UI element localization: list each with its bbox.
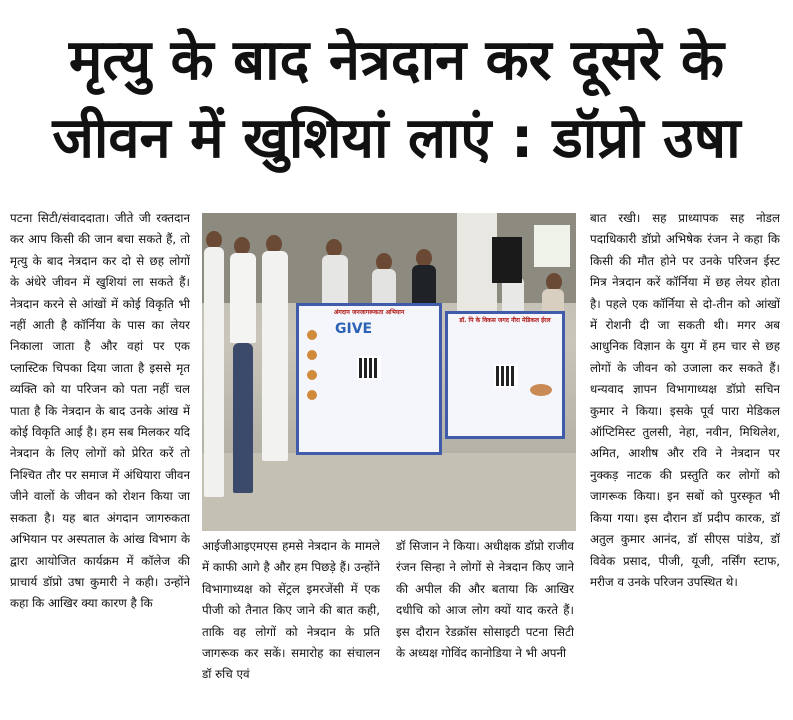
banner-illustration-icon bbox=[530, 384, 552, 396]
placard-sign bbox=[534, 225, 570, 267]
article-column-bottom-1 bbox=[202, 536, 380, 706]
headline bbox=[0, 0, 793, 206]
awareness-banner bbox=[445, 311, 565, 439]
qr-code-icon bbox=[494, 364, 518, 388]
article-text-bottom-2: डॉ सिजान ने किया। अधीक्षक डॉप्रो राजीव रंजन सिन्हा ने लोगों से नेत्रदान किए जाने की अपील की और बताया कि आखिर दधीचि को आज लोग क्यों याद करते हैं। इस दौरान रेडक्रॉस सोसाइटी पटना सिटी के अध्यक्ष गोविंद कानोडिया ने भी अपनी bbox=[396, 539, 574, 661]
banner-illustration-icon bbox=[307, 390, 317, 400]
article-text-left: पटना सिटी/संवाददाता। जीते जी रक्तदान कर आप किसी की जान बचा सकते हैं, तो मृत्यु के बाद नेत्रदान कर दो से छह लोगों के अंधेरे जीवन में खुशियां ला सकते हैं। नेत्रदान करने से आंखों में कोई विकृति भी नहीं आती है कॉर्निया के पास का लेयर निकाला जाता है और वहां पर एक प्लास्टिक चिपका दिया जाता है इससे मृत व्यक्ति को या परिजन को पता नहीं चल पाता है कि नेत्रदान के बाद उनके आंख में कोई विकृति आई है। हम सब मिलकर यदि नेत्रदान के लिए लोगों को प्रेरित करें तो निश्चित तौर पर समाज में अंधियारा जीवन जीने वालों के जीवन को रोशन किया जा सकता है। यह बात अंगदान जागरुकता अभियान पर अस्पताल के आंख विभाग के द्वारा आयोजित कार्यक्रम में कॉलेज की प्राचार्य डॉप्रो उषा कुमारी ने कही। उन्होंने कहा कि आखिर क्या कारण है कि bbox=[10, 211, 190, 611]
article-column-bottom-2 bbox=[396, 536, 574, 706]
article-column-left bbox=[10, 208, 190, 708]
article-text-right: बात रखी। सह प्राध्यापक सह नोडल पदाधिकारी डॉप्रो अभिषेक रंजन ने कहा कि किसी की मौत होने पर उनके परिजन ईस्ट मित्र नेत्रदान करें कॉर्निया में छह लेयर होता है। पहले एक कॉर्निया से दो-तीन को आंखों में रोशनी दी जा सकती थी। मगर अब आधुनिक विज्ञान के युग में हम चार से छह लोगों के जीवन को उजाला कर सकते हैं। धन्यवाद ज्ञापन विभागाध्यक्ष डॉप्रो सचिन कुमार ने किया। इसके पूर्व पारा मेडिकल ऑप्टिमिस्ट तुलसी, नेहा, नवीन, मिथिलेश, अमित, आशीष और रवि ने नेत्रदान पर नुक्कड़ नाटक की प्रस्तुति कर लोगों को जागरूक किया। इन सबों को पुरस्कृत भी किया गया। इस दौरान डॉ प्रदीप कारक, डॉ अतुल कुमार आनंद, डॉ सीएस पांडेय, डॉ विवेक प्रसाद, पीजी, यूजी, नर्सिंग स्टाफ, मरीज व उनके परिजन उपस्थित थे। bbox=[590, 211, 780, 589]
banner-logo-text: GIVE bbox=[335, 321, 373, 337]
article-column-right bbox=[590, 208, 780, 698]
banner-title: डॉ. पि के विकस जगद नीरा मेडिकल ईरल bbox=[459, 317, 551, 324]
qr-code-icon bbox=[357, 356, 381, 380]
banner-illustration-icon bbox=[307, 350, 317, 360]
awareness-banner bbox=[296, 303, 442, 455]
banner-illustration-icon bbox=[307, 370, 317, 380]
headline-line-2: जीवन में खुशियां लाएं : डॉप्रो उषा bbox=[52, 106, 741, 171]
article-text-bottom-1: आईजीआइएमएस हमसे नेत्रदान के मामले में काफी आगे है और हम पिछड़े हैं। उन्होंने विभागाध्यक्ष को सेंट्रल इमरजेंसी में एक पीजी को तैनात किए जाने की बात कही, ताकि वह लोगों को नेत्रदान के प्रति जागरूक कर सकें। समारोह का संचालन डॉ रुचि एवं bbox=[202, 539, 380, 682]
news-photo bbox=[202, 213, 576, 531]
banner-title: अंगदान जनजागरूकता अभियान bbox=[333, 309, 405, 316]
banner-illustration-icon bbox=[307, 330, 317, 340]
photo-ground bbox=[202, 453, 576, 531]
placard-sign bbox=[492, 237, 522, 283]
headline-line-1: मृत्यु के बाद नेत्रदान कर दूसरे के bbox=[68, 28, 725, 93]
